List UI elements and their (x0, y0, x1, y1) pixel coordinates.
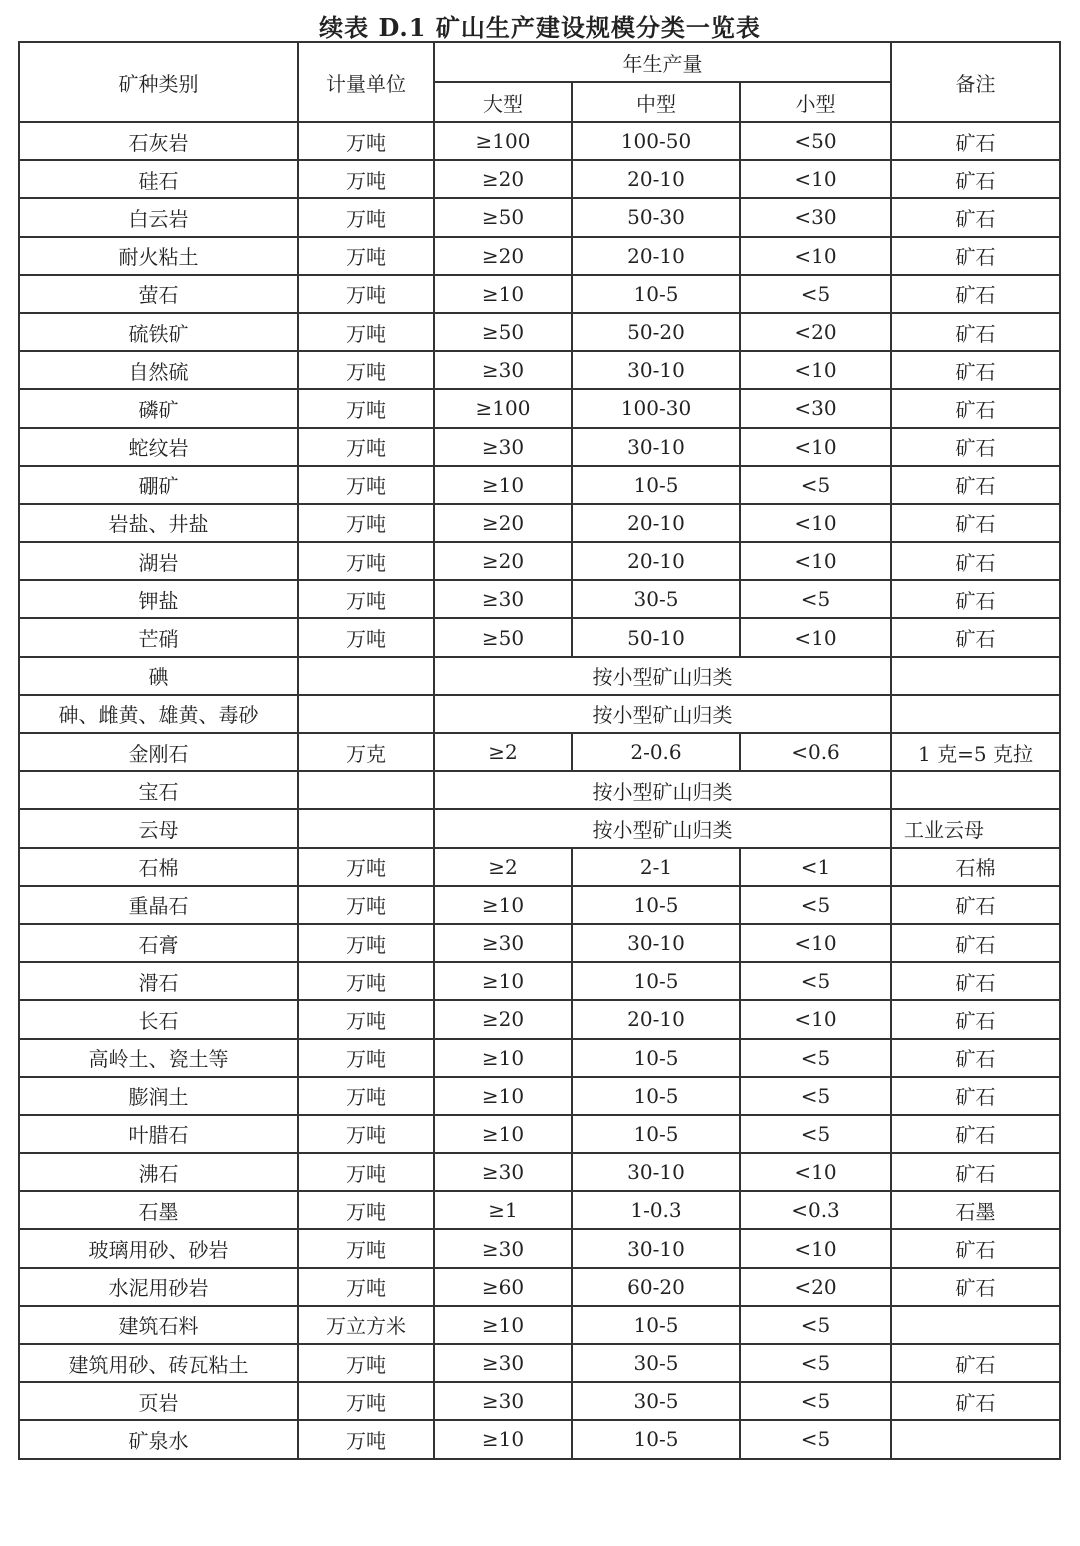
cell-small: <5 (740, 1115, 891, 1153)
cell-mineral: 宝石 (19, 771, 298, 809)
table-row (19, 428, 1060, 466)
cell-large: ≥50 (434, 313, 572, 351)
cell-unit: 万克 (298, 733, 434, 771)
cell-unit: 万吨 (298, 198, 434, 236)
cell-note: 矿石 (891, 198, 1060, 236)
cell-medium: 30-10 (572, 428, 740, 466)
cell-unit: 万吨 (298, 1039, 434, 1077)
cell-small: <5 (740, 580, 891, 618)
cell-large: ≥20 (434, 504, 572, 542)
cell-medium: 30-10 (572, 351, 740, 389)
cell-medium: 20-10 (572, 237, 740, 275)
cell-unit (298, 809, 434, 847)
cell-medium: 20-10 (572, 542, 740, 580)
table-row (19, 1268, 1060, 1306)
cell-unit (298, 695, 434, 733)
cell-unit: 万吨 (298, 351, 434, 389)
cell-note: 矿石 (891, 504, 1060, 542)
cell-unit (298, 657, 434, 695)
cell-note: 石墨 (891, 1191, 1060, 1229)
cell-medium: 2-0.6 (572, 733, 740, 771)
cell-small: <5 (740, 275, 891, 313)
cell-large: ≥30 (434, 351, 572, 389)
cell-note: 矿石 (891, 1077, 1060, 1115)
cell-unit: 万吨 (298, 160, 434, 198)
cell-unit: 万吨 (298, 542, 434, 580)
cell-medium: 10-5 (572, 466, 740, 504)
header-note: 备注 (891, 42, 1060, 122)
cell-note: 矿石 (891, 618, 1060, 656)
table-row (19, 1039, 1060, 1077)
cell-unit: 万吨 (298, 1229, 434, 1267)
cell-unit: 万吨 (298, 886, 434, 924)
table-row (19, 809, 1060, 847)
cell-medium: 30-5 (572, 1382, 740, 1420)
cell-note (891, 1420, 1060, 1458)
cell-small: <5 (740, 886, 891, 924)
cell-note: 矿石 (891, 1268, 1060, 1306)
cell-unit: 万立方米 (298, 1306, 434, 1344)
cell-unit: 万吨 (298, 1077, 434, 1115)
cell-large: ≥60 (434, 1268, 572, 1306)
cell-mineral: 滑石 (19, 962, 298, 1000)
cell-small: <5 (740, 1077, 891, 1115)
cell-large: ≥50 (434, 618, 572, 656)
cell-merged-scale: 按小型矿山归类 (434, 809, 891, 847)
cell-mineral: 重晶石 (19, 886, 298, 924)
cell-unit: 万吨 (298, 313, 434, 351)
table-row (19, 962, 1060, 1000)
cell-unit: 万吨 (298, 428, 434, 466)
cell-medium: 30-5 (572, 1344, 740, 1382)
cell-large: ≥30 (434, 580, 572, 618)
cell-note: 石棉 (891, 848, 1060, 886)
cell-medium: 2-1 (572, 848, 740, 886)
table-row (19, 1077, 1060, 1115)
cell-mineral: 萤石 (19, 275, 298, 313)
table-row (19, 771, 1060, 809)
cell-note: 工业云母 (891, 809, 1060, 847)
cell-medium: 50-10 (572, 618, 740, 656)
cell-note: 矿石 (891, 1382, 1060, 1420)
cell-small: <10 (740, 542, 891, 580)
table-row (19, 886, 1060, 924)
cell-small: <30 (740, 389, 891, 427)
cell-small: <10 (740, 351, 891, 389)
cell-large: ≥1 (434, 1191, 572, 1229)
cell-unit: 万吨 (298, 275, 434, 313)
cell-small: <30 (740, 198, 891, 236)
cell-note: 矿石 (891, 886, 1060, 924)
cell-medium: 30-10 (572, 1153, 740, 1191)
mine-scale-table (18, 41, 1061, 1460)
cell-medium: 10-5 (572, 1077, 740, 1115)
cell-large: ≥30 (434, 1382, 572, 1420)
table-row (19, 1000, 1060, 1038)
cell-large: ≥100 (434, 122, 572, 160)
cell-mineral: 芒硝 (19, 618, 298, 656)
cell-merged-scale: 按小型矿山归类 (434, 657, 891, 695)
cell-large: ≥10 (434, 1115, 572, 1153)
cell-small: <5 (740, 1039, 891, 1077)
cell-small: <10 (740, 1000, 891, 1038)
cell-mineral: 岩盐、井盐 (19, 504, 298, 542)
cell-note: 矿石 (891, 1115, 1060, 1153)
cell-note: 矿石 (891, 237, 1060, 275)
cell-medium: 10-5 (572, 962, 740, 1000)
cell-small: <0.6 (740, 733, 891, 771)
cell-note: 矿石 (891, 122, 1060, 160)
cell-unit: 万吨 (298, 1115, 434, 1153)
cell-mineral: 矿泉水 (19, 1420, 298, 1458)
cell-medium: 30-10 (572, 924, 740, 962)
cell-medium: 30-5 (572, 580, 740, 618)
cell-large: ≥20 (434, 160, 572, 198)
cell-small: <10 (740, 504, 891, 542)
cell-unit: 万吨 (298, 1153, 434, 1191)
cell-unit: 万吨 (298, 848, 434, 886)
cell-large: ≥10 (434, 1039, 572, 1077)
cell-large: ≥30 (434, 1344, 572, 1382)
cell-note: 矿石 (891, 275, 1060, 313)
cell-unit: 万吨 (298, 1344, 434, 1382)
cell-mineral: 高岭土、瓷土等 (19, 1039, 298, 1077)
table-row (19, 198, 1060, 236)
cell-mineral: 钾盐 (19, 580, 298, 618)
table-row (19, 924, 1060, 962)
cell-unit: 万吨 (298, 237, 434, 275)
cell-note: 矿石 (891, 1000, 1060, 1038)
table-row (19, 848, 1060, 886)
cell-medium: 10-5 (572, 1115, 740, 1153)
cell-small: <10 (740, 237, 891, 275)
cell-note: 矿石 (891, 1344, 1060, 1382)
cell-note: 矿石 (891, 580, 1060, 618)
cell-note (891, 771, 1060, 809)
cell-mineral: 磷矿 (19, 389, 298, 427)
cell-large: ≥2 (434, 848, 572, 886)
cell-small: <10 (740, 1153, 891, 1191)
cell-medium: 1-0.3 (572, 1191, 740, 1229)
cell-unit (298, 771, 434, 809)
cell-large: ≥100 (434, 389, 572, 427)
cell-mineral: 石墨 (19, 1191, 298, 1229)
cell-note: 矿石 (891, 924, 1060, 962)
cell-small: <20 (740, 313, 891, 351)
cell-unit: 万吨 (298, 504, 434, 542)
cell-medium: 50-30 (572, 198, 740, 236)
cell-unit: 万吨 (298, 924, 434, 962)
cell-merged-scale: 按小型矿山归类 (434, 771, 891, 809)
cell-large: ≥10 (434, 1420, 572, 1458)
cell-note: 矿石 (891, 1039, 1060, 1077)
cell-large: ≥30 (434, 428, 572, 466)
cell-mineral: 砷、雌黄、雄黄、毒砂 (19, 695, 298, 733)
table-row (19, 1115, 1060, 1153)
cell-small: <5 (740, 1420, 891, 1458)
cell-note (891, 657, 1060, 695)
cell-unit: 万吨 (298, 1000, 434, 1038)
cell-small: <1 (740, 848, 891, 886)
cell-large: ≥10 (434, 962, 572, 1000)
cell-small: <0.3 (740, 1191, 891, 1229)
cell-note: 矿石 (891, 466, 1060, 504)
cell-note: 矿石 (891, 1153, 1060, 1191)
table-row (19, 389, 1060, 427)
cell-mineral: 碘 (19, 657, 298, 695)
cell-small: <5 (740, 962, 891, 1000)
cell-medium: 20-10 (572, 1000, 740, 1038)
table-row (19, 160, 1060, 198)
cell-small: <10 (740, 428, 891, 466)
cell-medium: 10-5 (572, 1420, 740, 1458)
cell-mineral: 沸石 (19, 1153, 298, 1191)
cell-note: 矿石 (891, 351, 1060, 389)
cell-note: 矿石 (891, 962, 1060, 1000)
cell-mineral: 蛇纹岩 (19, 428, 298, 466)
cell-medium: 10-5 (572, 1039, 740, 1077)
cell-large: ≥10 (434, 1077, 572, 1115)
cell-mineral: 叶腊石 (19, 1115, 298, 1153)
cell-small: <5 (740, 1382, 891, 1420)
cell-note: 1 克=5 克拉 (891, 733, 1060, 771)
cell-medium: 20-10 (572, 504, 740, 542)
cell-unit: 万吨 (298, 580, 434, 618)
cell-unit: 万吨 (298, 389, 434, 427)
cell-merged-scale: 按小型矿山归类 (434, 695, 891, 733)
cell-large: ≥10 (434, 1306, 572, 1344)
cell-medium: 60-20 (572, 1268, 740, 1306)
table-row (19, 1191, 1060, 1229)
cell-large: ≥20 (434, 542, 572, 580)
table-row (19, 1382, 1060, 1420)
table-row (19, 504, 1060, 542)
cell-mineral: 硅石 (19, 160, 298, 198)
cell-unit: 万吨 (298, 962, 434, 1000)
cell-large: ≥50 (434, 198, 572, 236)
cell-medium: 10-5 (572, 275, 740, 313)
cell-note: 矿石 (891, 313, 1060, 351)
table-row (19, 657, 1060, 695)
table-row (19, 122, 1060, 160)
header-small: 小型 (740, 82, 891, 122)
cell-unit: 万吨 (298, 1382, 434, 1420)
cell-mineral: 长石 (19, 1000, 298, 1038)
table-row (19, 1420, 1060, 1458)
table-row (19, 542, 1060, 580)
cell-mineral: 建筑用砂、砖瓦粘土 (19, 1344, 298, 1382)
cell-small: <20 (740, 1268, 891, 1306)
cell-unit: 万吨 (298, 1268, 434, 1306)
cell-note: 矿石 (891, 160, 1060, 198)
header-medium: 中型 (572, 82, 740, 122)
cell-small: <5 (740, 466, 891, 504)
cell-medium: 10-5 (572, 886, 740, 924)
cell-large: ≥2 (434, 733, 572, 771)
cell-mineral: 湖岩 (19, 542, 298, 580)
cell-note (891, 1306, 1060, 1344)
table-row (19, 237, 1060, 275)
table-row (19, 466, 1060, 504)
header-unit: 计量单位 (298, 42, 434, 122)
cell-small: <5 (740, 1306, 891, 1344)
cell-large: ≥10 (434, 275, 572, 313)
cell-large: ≥10 (434, 886, 572, 924)
cell-small: <10 (740, 618, 891, 656)
table-row (19, 351, 1060, 389)
cell-mineral: 硼矿 (19, 466, 298, 504)
cell-note: 矿石 (891, 1229, 1060, 1267)
cell-unit: 万吨 (298, 1191, 434, 1229)
cell-medium: 100-30 (572, 389, 740, 427)
table-row (19, 275, 1060, 313)
cell-large: ≥30 (434, 924, 572, 962)
table-row (19, 1229, 1060, 1267)
header-row-1 (19, 42, 1060, 82)
cell-medium: 10-5 (572, 1306, 740, 1344)
cell-mineral: 石棉 (19, 848, 298, 886)
cell-medium: 20-10 (572, 160, 740, 198)
table-row (19, 695, 1060, 733)
table-row (19, 580, 1060, 618)
cell-small: <10 (740, 924, 891, 962)
header-large: 大型 (434, 82, 572, 122)
header-annual-output: 年生产量 (434, 42, 891, 82)
cell-small: <50 (740, 122, 891, 160)
cell-small: <10 (740, 160, 891, 198)
table-row (19, 313, 1060, 351)
table-row (19, 733, 1060, 771)
cell-mineral: 石灰岩 (19, 122, 298, 160)
cell-large: ≥20 (434, 1000, 572, 1038)
cell-note (891, 695, 1060, 733)
table-row (19, 1306, 1060, 1344)
table-row (19, 1344, 1060, 1382)
cell-medium: 30-10 (572, 1229, 740, 1267)
cell-mineral: 硫铁矿 (19, 313, 298, 351)
header-mineral: 矿种类别 (19, 42, 298, 122)
cell-mineral: 玻璃用砂、砂岩 (19, 1229, 298, 1267)
cell-mineral: 水泥用砂岩 (19, 1268, 298, 1306)
table-row (19, 618, 1060, 656)
cell-small: <5 (740, 1344, 891, 1382)
table-row (19, 1153, 1060, 1191)
cell-note: 矿石 (891, 389, 1060, 427)
cell-mineral: 石膏 (19, 924, 298, 962)
cell-unit: 万吨 (298, 122, 434, 160)
cell-mineral: 膨润土 (19, 1077, 298, 1115)
cell-unit: 万吨 (298, 618, 434, 656)
cell-medium: 50-20 (572, 313, 740, 351)
cell-note: 矿石 (891, 428, 1060, 466)
cell-mineral: 建筑石料 (19, 1306, 298, 1344)
cell-mineral: 金刚石 (19, 733, 298, 771)
cell-small: <10 (740, 1229, 891, 1267)
cell-mineral: 白云岩 (19, 198, 298, 236)
table-title: 续表 D.1 矿山生产建设规模分类一览表 (319, 13, 761, 42)
cell-mineral: 云母 (19, 809, 298, 847)
cell-large: ≥10 (434, 466, 572, 504)
cell-large: ≥30 (434, 1229, 572, 1267)
cell-large: ≥20 (434, 237, 572, 275)
cell-medium: 100-50 (572, 122, 740, 160)
cell-large: ≥30 (434, 1153, 572, 1191)
cell-mineral: 耐火粘土 (19, 237, 298, 275)
cell-note: 矿石 (891, 542, 1060, 580)
cell-unit: 万吨 (298, 466, 434, 504)
cell-unit: 万吨 (298, 1420, 434, 1458)
cell-mineral: 自然硫 (19, 351, 298, 389)
cell-mineral: 页岩 (19, 1382, 298, 1420)
